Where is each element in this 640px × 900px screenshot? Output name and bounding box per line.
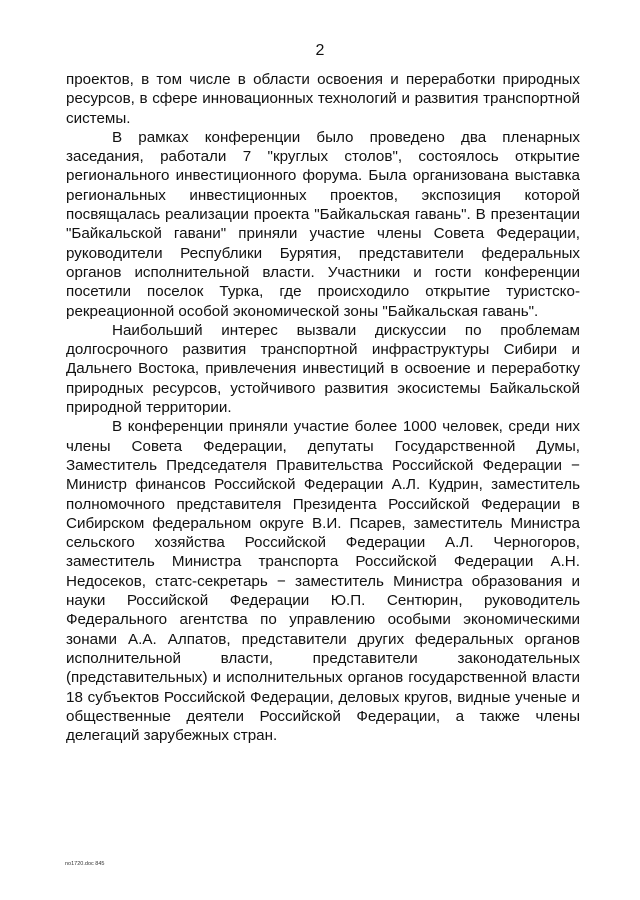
document-file-label: no1720.doc 845 — [65, 861, 105, 867]
paragraph-conference-sessions: В рамках конференции было проведено два пленарных заседания, работали 7 "круглых столов", состоялось открытие регионального инвестиционного форума. Была организована выставка региональных инвестиционных проектов, экспозиция которой посвящалась реализации проекта "Байкальская гавань". В презентации "Байкальской гавани" приняли участие члены Совета Федерации, руководители Республики Бурятия, представители федеральных органов исполнительной власти. Участники и гости конференции посетили поселок Турка, где происходило открытие туристско-рекреационной особой экономической зоны "Байкальская гавань". — [66, 128, 580, 320]
paragraph-participants: В конференции приняли участие более 1000 человек, среди них члены Совета Федерации, депутаты Государственной Думы, Заместитель Председателя Правительства Российской Федерации − Министр финансов Российской Федерации А.Л. Кудрин, заместитель полномочного представителя Президента Российской Федерации в Сибирском федеральном округе В.И. Псарев, заместитель Министра сельского хозяйства Российской Федерации А.Л. Черногоров, заместитель Министра транспорта Российской Федерации А.Н. Недосеков, статс-секретарь − заместитель Министра образования и науки Российской Федерации Ю.П. Сентюрин, руководитель Федерального агентства по управлению особыми экономическими зонами А.А. Алпатов, представители других федеральных органов исполнительной власти, представители законодательных (представительных) и исполнительных органов государственной власти 18 субъектов Российской Федерации, деловых кругов, видные ученые и общественные деятели Российской Федерации, а также члены делегаций зарубежных стран. — [66, 418, 580, 745]
page-number: 2 — [315, 42, 325, 59]
document-body — [66, 70, 580, 745]
paragraph-discussions: Наибольший интерес вызвали дискуссии по проблемам долгосрочного развития транспортной инфраструктуры Сибири и Дальнего Востока, привлечения инвестиций в освоение и переработку природных ресурсов, устойчивого развития экосистемы Байкальской природной территории. — [66, 321, 580, 417]
paragraph-continuation: проектов, в том числе в области освоения и переработки природных ресурсов, в сфере инновационных технологий и развития транспортной системы. — [66, 71, 580, 127]
